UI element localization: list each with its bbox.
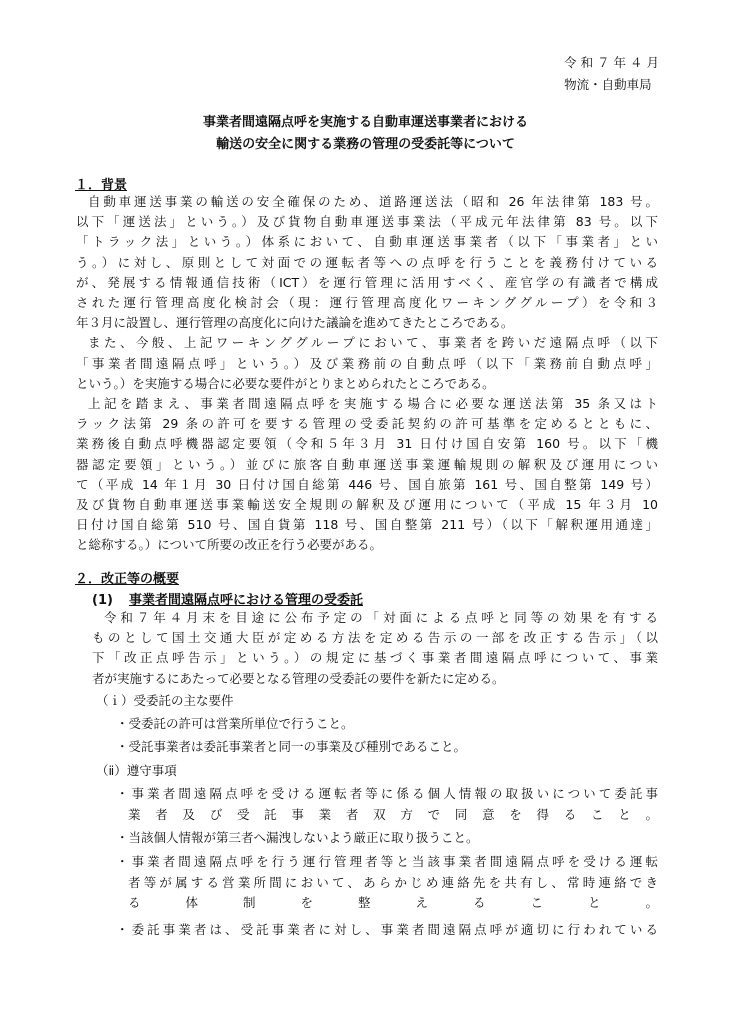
body-line: された運行管理高度化検討会（現：運行管理高度化ワーキンググループ）を令和３ [76,295,658,311]
bullet-line: 者等が属する営業所間において、あらかじめ連絡先を共有し、常時連絡でき [128,874,658,890]
issue-date: 令 和 ７ 年 ４ 月 [564,55,659,70]
body-line: ものとして国土交通大臣が定める方法を定める告示の一部を改正する告示」（以 [92,630,658,646]
body-line: ラック法第 29 条の許可を要する管理の受委託契約の許可基準を定めるとともに、 [76,416,658,432]
bullet-line: る体制を整えること。 [128,895,658,911]
bullet-item: ・受委託の許可は営業所単位で行うこと。 [116,716,354,731]
title-line-2: 輸送の安全に関する業務の管理の受委託等について [216,137,515,152]
body-line: 令和７年４月末を目途に公布予定の「対面による点呼と同等の効果を有する [104,610,658,625]
bullet-line: ・委託事業者は、受託事業者に対し、事業者間遠隔点呼が適切に行われている [116,922,658,937]
subsection-number: (1) [92,593,113,608]
bullet-item: ・受託事業者は委託事業者と同一の事業及び種別であること。 [116,739,467,754]
body-line: また、今般、上記ワーキンググループにおいて、事業者を跨いだ遠隔点呼（以下 [88,335,658,351]
title-line-1: 事業者間遠隔点呼を実施する自動車運送事業者における [202,115,528,130]
body-line: 自動車運送事業の輸送の安全確保のため、道路運送法（昭和 26 年法律第 183 号。 [88,194,658,209]
body-line: 日付け国自総第 510 号、国自貨第 118 号、国自整第 211 号）（以下「解釈運用通達」 [76,517,658,533]
body-line: 上記を踏まえ、事業者間遠隔点呼を実施する場合に必要な運送法第 35 条又はト [88,396,658,412]
body-line: 「トラック法」という。）体系において、自動車運送事業者（以下「事業者」とい [76,234,658,250]
body-line: という。）を実施する場合に必要な要件がとりまとめられたところである。 [76,375,495,391]
subsection-title: 事業者間遠隔点呼における管理の受委託 [128,593,363,608]
body-line: と総称する。）について所要の改正を行う必要がある。 [76,537,383,553]
document-title [0,112,731,156]
body-line: て（平成 14 年１月 30 日付け国自総第 446 号、国自旅第 161 号、国自整第 149 号） [76,476,658,492]
subsection-1-body [76,608,658,689]
body-line: 器認定要領」という。）並びに旅客自動車運送事業運輸規則の解釈及び運用につい [76,456,658,472]
body-line: が、発展する情報通信技術（ICT）を運行管理に活用すべく、産官学の有識者で構成 [76,274,658,290]
bullet-item [116,920,658,941]
bullet-line: 業者及び受託事業者双方で同意を得ること。 [128,806,658,822]
body-line: 業務後自動点呼機器認定要領（令和５年３月 31 日付け国自安第 160 号。以下「機 [76,436,658,452]
body-line: 「事業者間遠隔点呼」という。）及び業務前の自動点呼（以下「業務前自動点呼」 [76,355,658,371]
body-line: 以下「運送法」という。）及び貨物自動車運送事業法（平成元年法律第 83 号。以下 [76,214,658,230]
item-i-label: （ｉ）受委託の主な要件 [96,693,234,708]
body-line: 及び貨物自動車運送事業輸送安全規則の解釈及び運用について（平成 15 年３月 10 [76,497,658,513]
bullet-line: ・事業者間遠隔点呼を行う運行管理者等と当該事業者間遠隔点呼を受ける運転 [116,854,658,869]
body-line: う。）に対し、原則として対面での運転者等への点呼を行うことを義務付けている [76,254,658,270]
bullet-item [116,784,658,825]
body-line: 年３月に設置し、運行管理の高度化に向けた議論を進めてきたところである。 [76,315,514,331]
section-1-body [76,192,658,556]
bullet-item [116,852,658,914]
item-ii-label: （ⅱ）遵守事項 [96,763,177,778]
bullet-item: ・当該個人情報が第三者へ漏洩しないよう厳正に取り扱うこと。 [116,830,479,845]
document-header [564,52,659,96]
section-2-heading: ２．改正等の概要 [75,572,180,587]
issuing-bureau: 物流・自動車局 [564,77,652,92]
section-1-heading: １．背景 [75,178,128,193]
body-line: 者が実施するにあたって必要となる管理の受委託の要件を新たに定める。 [92,670,505,686]
bullet-line: ・事業者間遠隔点呼を受ける運転者等に係る個人情報の取扱いについて委託事 [116,786,658,801]
subsection-1-heading [92,589,363,608]
body-line: 下「改正点呼告示」という。）の規定に基づく事業者間遠隔点呼について、事業 [92,650,658,666]
